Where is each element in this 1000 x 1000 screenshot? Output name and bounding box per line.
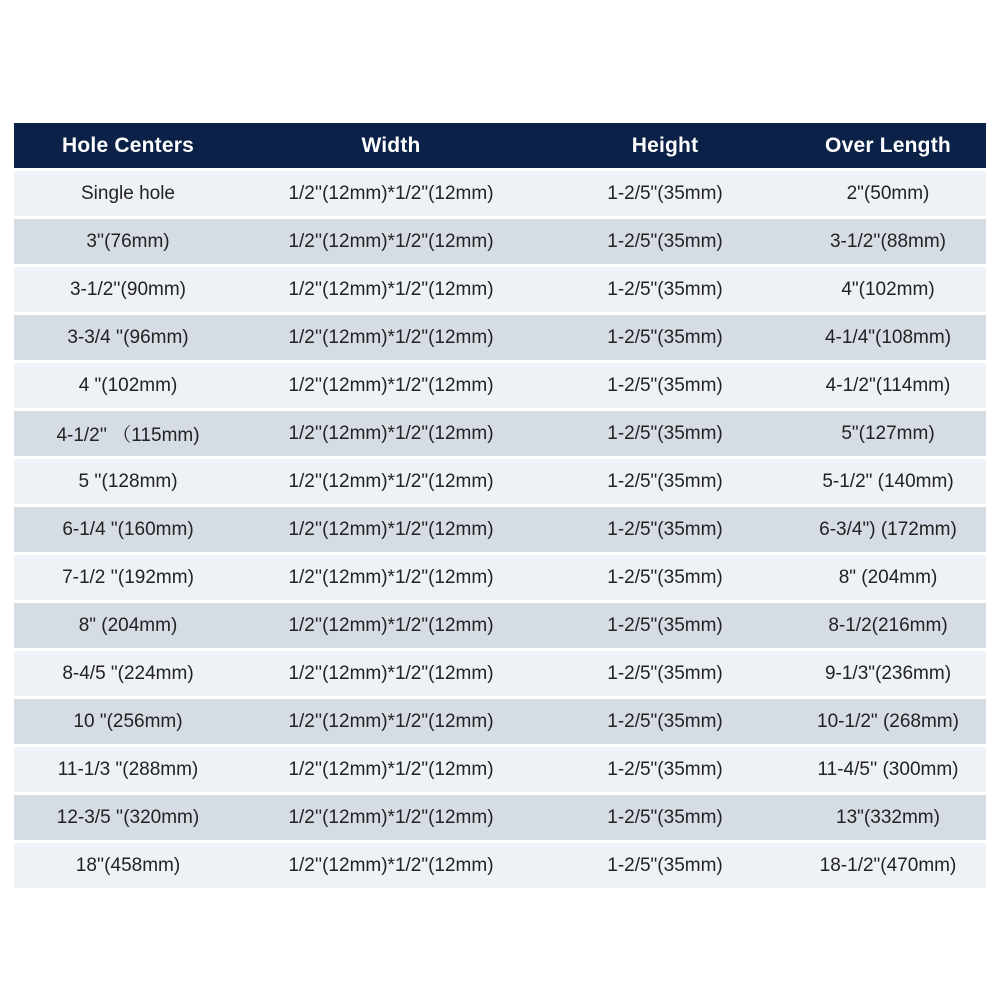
height-cell: 1-2/5"(35mm) [540,744,790,792]
header-height: Height [540,123,790,168]
over-length-cell: 13"(332mm) [790,792,986,840]
hole-centers-cell: 7-1/2 ''(192mm) [14,552,242,600]
hole-centers-cell: 4 "(102mm) [14,360,242,408]
over-length-cell: 6-3/4") (172mm) [790,504,986,552]
over-length-cell: 4"(102mm) [790,264,986,312]
table-row [14,168,986,216]
hole-centers-cell: Single hole [14,168,242,216]
hole-centers-cell: 12-3/5 ''(320mm) [14,792,242,840]
table-row [14,216,986,264]
height-cell: 1-2/5"(35mm) [540,600,790,648]
width-cell: 1/2''(12mm)*1/2"(12mm) [242,840,540,888]
over-length-cell: 11-4/5'' (300mm) [790,744,986,792]
width-cell: 1/2''(12mm)*1/2"(12mm) [242,216,540,264]
table-row [14,456,986,504]
header-over-length: Over Length [790,123,986,168]
width-cell: 1/2''(12mm)*1/2"(12mm) [242,408,540,456]
hole-centers-cell: 3-1/2''(90mm) [14,264,242,312]
hole-centers-cell: 5 ''(128mm) [14,456,242,504]
table-row [14,648,986,696]
table-row [14,600,986,648]
over-length-cell: 8" (204mm) [790,552,986,600]
width-cell: 1/2''(12mm)*1/2"(12mm) [242,696,540,744]
hole-centers-cell: 8-4/5 "(224mm) [14,648,242,696]
over-length-cell: 3-1/2''(88mm) [790,216,986,264]
table-header [14,123,986,168]
table-row [14,312,986,360]
height-cell: 1-2/5"(35mm) [540,264,790,312]
hole-centers-cell: 18''(458mm) [14,840,242,888]
width-cell: 1/2''(12mm)*1/2"(12mm) [242,360,540,408]
over-length-cell: 2"(50mm) [790,168,986,216]
width-cell: 1/2''(12mm)*1/2"(12mm) [242,504,540,552]
over-length-cell: 9-1/3"(236mm) [790,648,986,696]
over-length-cell: 18-1/2"(470mm) [790,840,986,888]
hole-centers-cell: 3-3/4 ''(96mm) [14,312,242,360]
hole-centers-cell: 11-1/3 "(288mm) [14,744,242,792]
over-length-cell: 5-1/2" (140mm) [790,456,986,504]
width-cell: 1/2''(12mm)*1/2"(12mm) [242,312,540,360]
width-cell: 1/2''(12mm)*1/2"(12mm) [242,792,540,840]
header-hole-centers: Hole Centers [14,123,242,168]
hole-centers-cell: 3''(76mm) [14,216,242,264]
width-cell: 1/2''(12mm)*1/2"(12mm) [242,600,540,648]
size-table [14,123,986,888]
table-row [14,744,986,792]
height-cell: 1-2/5"(35mm) [540,360,790,408]
table-row [14,792,986,840]
height-cell: 1-2/5"(35mm) [540,840,790,888]
header-width: Width [242,123,540,168]
over-length-cell: 4-1/4"(108mm) [790,312,986,360]
width-cell: 1/2''(12mm)*1/2"(12mm) [242,168,540,216]
width-cell: 1/2''(12mm)*1/2"(12mm) [242,552,540,600]
header-row [14,123,986,168]
over-length-cell: 4-1/2"(114mm) [790,360,986,408]
hole-centers-cell: 10 "(256mm) [14,696,242,744]
hole-centers-cell: 6-1/4 "(160mm) [14,504,242,552]
height-cell: 1-2/5"(35mm) [540,792,790,840]
height-cell: 1-2/5"(35mm) [540,696,790,744]
table-row [14,264,986,312]
height-cell: 1-2/5"(35mm) [540,312,790,360]
height-cell: 1-2/5"(35mm) [540,408,790,456]
table-row [14,408,986,456]
width-cell: 1/2''(12mm)*1/2"(12mm) [242,264,540,312]
width-cell: 1/2''(12mm)*1/2"(12mm) [242,744,540,792]
height-cell: 1-2/5"(35mm) [540,168,790,216]
table-row [14,504,986,552]
height-cell: 1-2/5"(35mm) [540,552,790,600]
width-cell: 1/2''(12mm)*1/2"(12mm) [242,648,540,696]
height-cell: 1-2/5"(35mm) [540,456,790,504]
table-row [14,840,986,888]
hole-centers-cell: 4-1/2'' （115mm) [14,408,242,456]
over-length-cell: 8-1/2(216mm) [790,600,986,648]
over-length-cell: 5"(127mm) [790,408,986,456]
table-row [14,552,986,600]
table-row [14,696,986,744]
table-body [14,168,986,888]
width-cell: 1/2''(12mm)*1/2"(12mm) [242,456,540,504]
height-cell: 1-2/5"(35mm) [540,648,790,696]
over-length-cell: 10-1/2" (268mm) [790,696,986,744]
hole-centers-cell: 8" (204mm) [14,600,242,648]
table-row [14,360,986,408]
height-cell: 1-2/5"(35mm) [540,504,790,552]
height-cell: 1-2/5"(35mm) [540,216,790,264]
